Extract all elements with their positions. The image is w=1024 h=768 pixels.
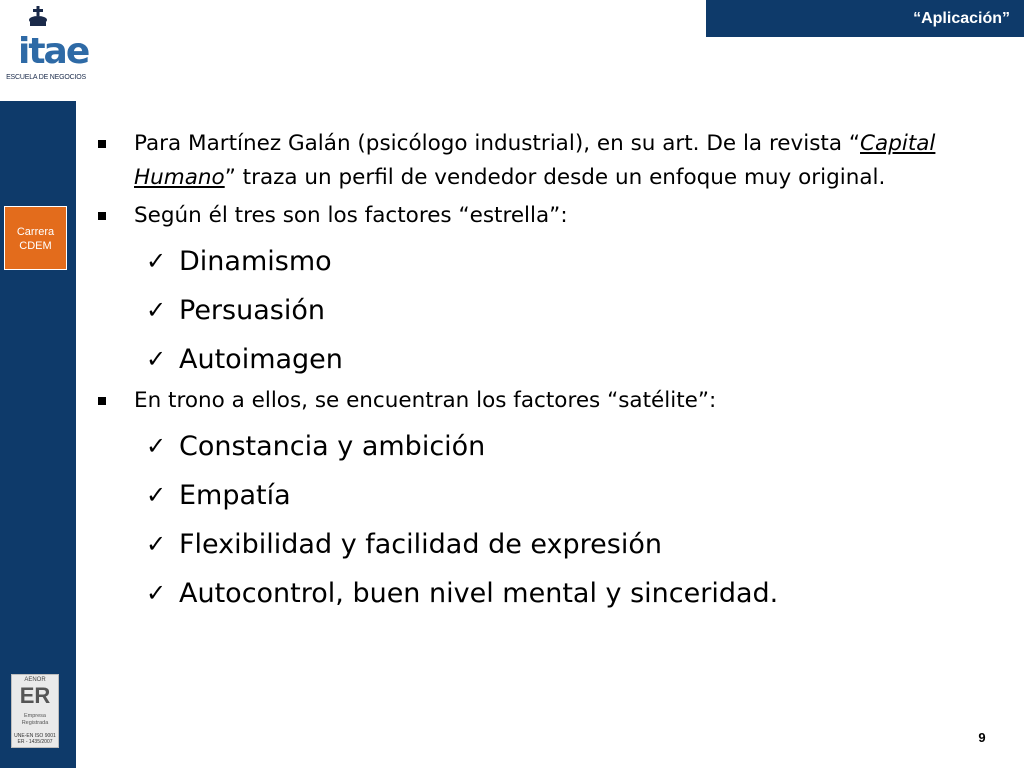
slide-body <box>96 127 976 618</box>
slide-title-bar <box>706 0 1024 37</box>
magazine-title: Capital Humano <box>134 131 936 190</box>
left-sidebar <box>0 101 76 768</box>
check-item <box>96 335 976 384</box>
bullet-item <box>96 199 976 233</box>
badge-line-1: Carrera <box>16 226 55 238</box>
aenor-certification-logo <box>11 674 59 748</box>
aenor-line-2: Registrada <box>21 720 49 726</box>
check-item-text: Autoimagen <box>179 344 343 375</box>
badge-line-2: CDEM <box>19 240 52 252</box>
check-icon: ✓ <box>146 481 167 509</box>
carrera-cdem-badge <box>4 206 67 270</box>
logo-wordmark: itae <box>18 31 89 72</box>
check-icon: ✓ <box>146 345 167 373</box>
bullet-item <box>96 384 976 418</box>
crown-icon <box>26 6 50 34</box>
square-bullet-icon <box>98 140 106 148</box>
check-item <box>96 422 976 471</box>
bullet-text: Para Martínez Galán (psicólogo industrial), en su art. De la revista “ <box>134 131 861 156</box>
check-item-text: Flexibilidad y facilidad de expresión <box>179 529 662 560</box>
aenor-line-4: ER - 1435/2007 <box>17 739 53 745</box>
check-item <box>96 569 976 618</box>
check-item <box>96 520 976 569</box>
check-icon: ✓ <box>146 530 167 558</box>
check-item-text: Constancia y ambición <box>179 431 486 462</box>
aenor-line-3: UNE-EN ISO 9001 <box>14 733 56 739</box>
bullet-text: ” traza un perfil de vendedor desde un enfoque muy original. <box>224 165 886 190</box>
aenor-top: AENOR <box>24 677 46 683</box>
square-bullet-icon <box>98 397 106 405</box>
bullet-text: En trono a ellos, se encuentran los factores “satélite”: <box>134 388 717 413</box>
bullet-item <box>96 127 976 195</box>
itae-logo <box>4 4 88 88</box>
check-item <box>96 237 976 286</box>
square-bullet-icon <box>98 212 106 220</box>
check-item-text: Dinamismo <box>179 246 332 277</box>
aenor-text <box>12 713 58 727</box>
check-item <box>96 471 976 520</box>
page-number: 9 <box>978 730 986 745</box>
aenor-line-1: Empresa <box>23 713 46 719</box>
check-icon: ✓ <box>146 432 167 460</box>
aenor-codes <box>12 733 58 745</box>
check-item-text: Empatía <box>179 480 291 511</box>
check-item-text: Persuasión <box>179 295 325 326</box>
aenor-er-mark: ER <box>19 683 51 708</box>
bullet-text: Según él tres son los factores “estrella”: <box>134 203 568 228</box>
check-icon: ✓ <box>146 247 167 275</box>
slide-title: “Aplicación” <box>913 9 1010 27</box>
check-item-text: Autocontrol, buen nivel mental y sinceridad. <box>179 578 779 609</box>
check-icon: ✓ <box>146 579 167 607</box>
check-item <box>96 286 976 335</box>
logo-subtitle: ESCUELA DE NEGOCIOS <box>6 74 86 81</box>
check-icon: ✓ <box>146 296 167 324</box>
